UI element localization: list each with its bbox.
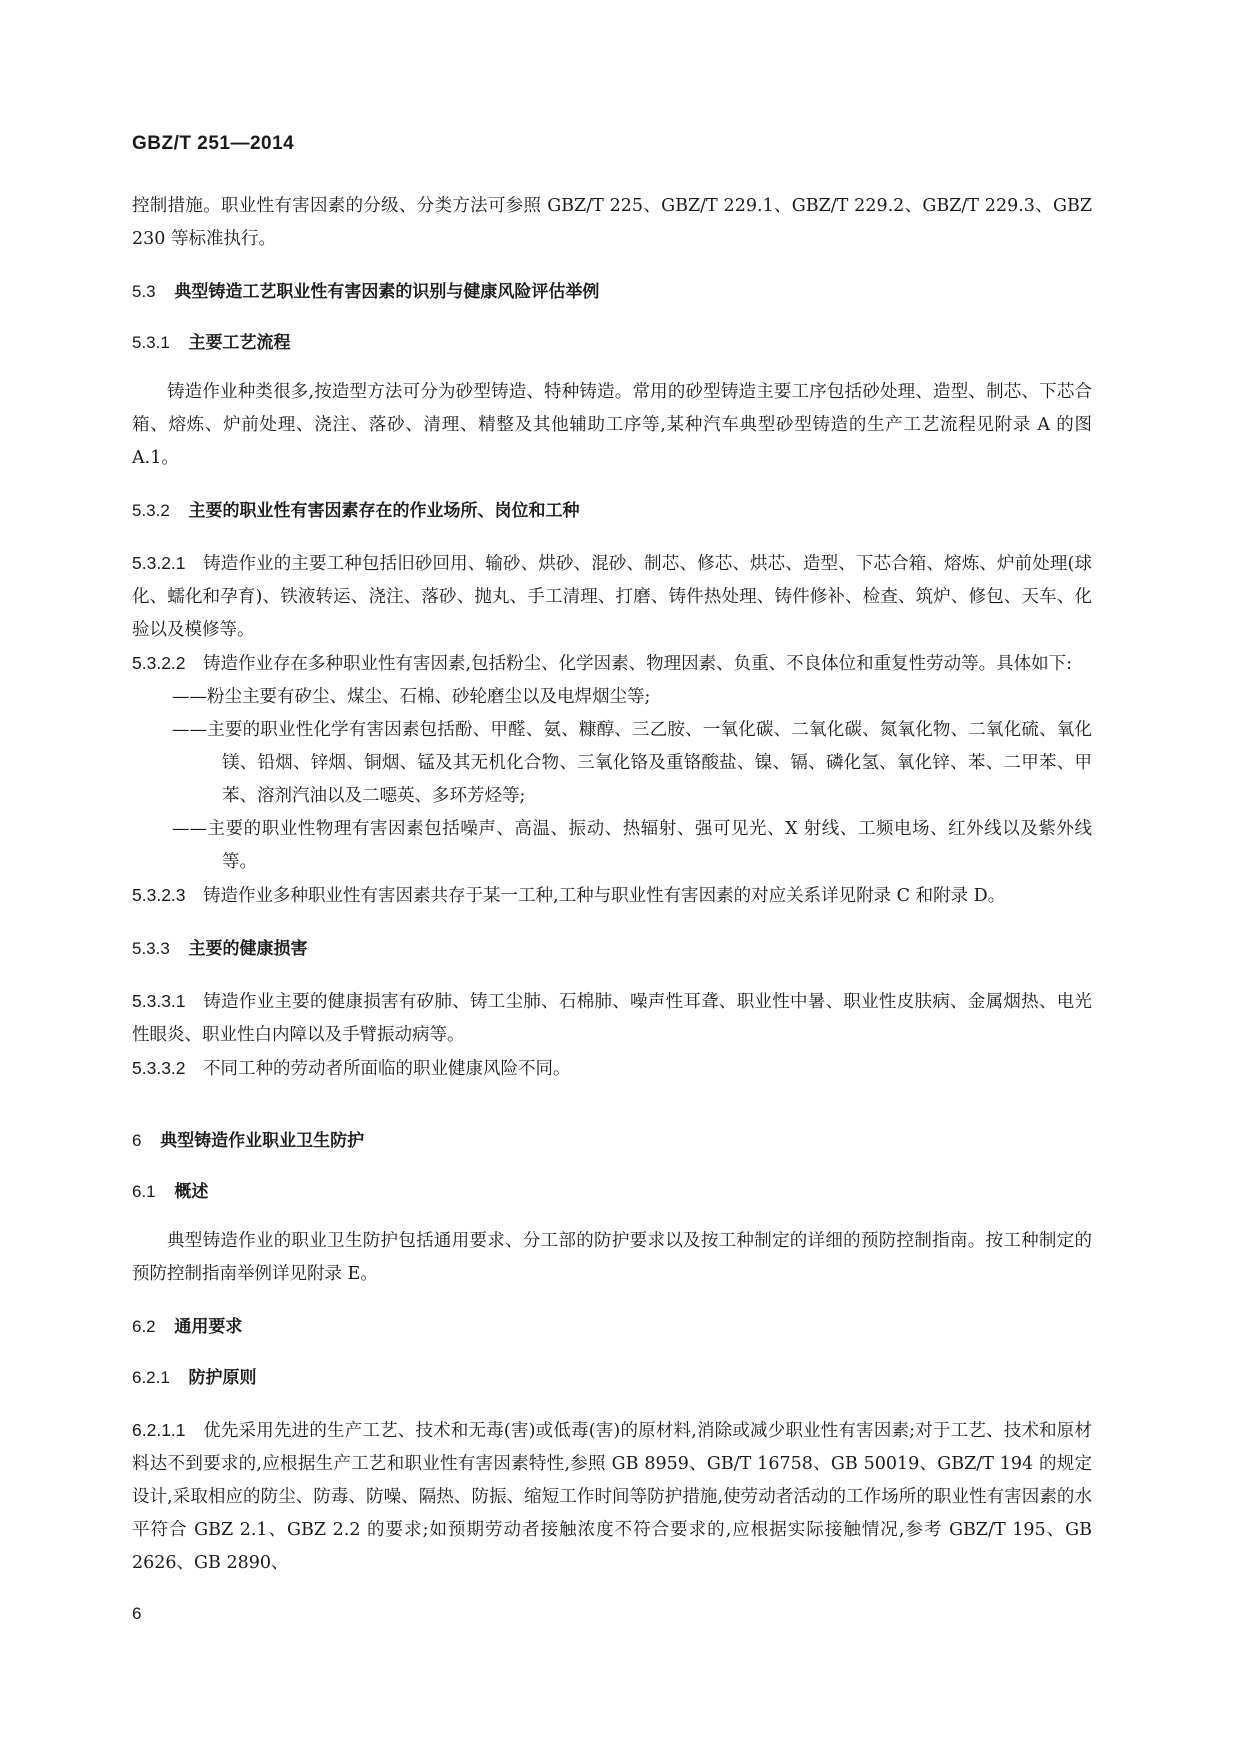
heading-title: 防护原则	[188, 1368, 257, 1388]
heading-5-3-1	[132, 328, 1092, 358]
paragraph-continuation: 控制措施。职业性有害因素的分级、分类方法可参照 GBZ/T 225、GBZ/T 229.1、GBZ/T 229.2、GBZ/T 229.3、GBZ 230 等标准执行。	[132, 196, 1092, 249]
heading-title: 通用要求	[174, 1317, 243, 1337]
dash-item-physical: ——主要的职业性物理有害因素包括噪声、高温、振动、热辐射、强可见光、X 射线、工频电场、红外线以及紫外线等。	[172, 819, 1092, 872]
clause-5-3-2-3	[132, 879, 1092, 913]
clause-text: 铸造作业多种职业性有害因素共存于某一工种,工种与职业性有害因素的对应关系详见附录 C 和附录 D。	[203, 886, 1006, 906]
heading-5-3	[132, 277, 1092, 307]
clause-number: 5.3.3.1	[132, 991, 186, 1011]
clause-text: 优先采用先进的生产工艺、技术和无毒(害)或低毒(害)的原材料,消除或减少职业性有害因素;对于工艺、技术和原材料达不到要求的,应根据生产工艺和职业性有害因素特性,参照 GB 8959、GB/T 16758、GB 50019、GBZ/T 194 的规定设计,采取相应的防尘、防毒、防噪、隔热、防振、缩短工作时间等防护措施,使劳动者活动的工作场所的职业性有害因素的水平符合 GBZ 2.1、GBZ 2.2 的要求;如预期劳动者接触浓度不符合要求的,应根据实际接触情况,参考 GBZ/T 195、GB 2626、GB 2890、	[132, 1421, 1092, 1573]
paragraph-6-1: 典型铸造作业的职业卫生防护包括通用要求、分工部的防护要求以及按工种制定的详细的预防控制指南。按工种制定的预防控制指南举例详见附录 E。	[132, 1231, 1092, 1284]
heading-6	[132, 1126, 1092, 1156]
clause-text: 铸造作业存在多种职业性有害因素,包括粉尘、化学因素、物理因素、负重、不良体位和重复性劳动等。具体如下:	[203, 654, 1072, 674]
heading-title: 概述	[174, 1182, 209, 1202]
clause-number: 6.2.1.1	[132, 1420, 186, 1440]
heading-number: 5.3.3	[132, 939, 170, 958]
clause-6-2-1-1	[132, 1414, 1092, 1580]
heading-title: 典型铸造工艺职业性有害因素的识别与健康风险评估举例	[174, 282, 600, 302]
page-number: 6	[132, 1604, 142, 1623]
heading-number: 6.2	[132, 1317, 156, 1336]
heading-6-2-1	[132, 1363, 1092, 1393]
heading-6-1	[132, 1177, 1092, 1207]
standard-code: GBZ/T 251—2014	[132, 133, 295, 154]
heading-number: 5.3.2	[132, 501, 170, 520]
heading-title: 主要的健康损害	[188, 939, 308, 959]
clause-text: 铸造作业主要的健康损害有矽肺、铸工尘肺、石棉肺、噪声性耳聋、职业性中暑、职业性皮肤病、金属烟热、电光性眼炎、职业性白内障以及手臂振动病等。	[132, 992, 1092, 1045]
heading-title: 主要工艺流程	[188, 333, 291, 353]
dash-item-chemical: ——主要的职业性化学有害因素包括酚、甲醛、氨、糠醇、三乙胺、一氧化碳、二氧化碳、氮氧化物、二氧化硫、氧化镁、铅烟、锌烟、铜烟、锰及其无机化合物、三氧化铬及重铬酸盐、镍、镉、磷化氢、氧化锌、苯、二甲苯、甲苯、溶剂汽油以及二噁英、多环芳烃等;	[172, 720, 1092, 806]
heading-5-3-3	[132, 934, 1092, 964]
heading-number: 5.3	[132, 282, 156, 301]
heading-title: 主要的职业性有害因素存在的作业场所、岗位和工种	[188, 501, 580, 521]
clause-number: 5.3.2.1	[132, 553, 186, 573]
heading-number: 6	[132, 1131, 142, 1150]
clause-number: 5.3.2.3	[132, 885, 186, 905]
paragraph-5-3-1: 铸造作业种类很多,按造型方法可分为砂型铸造、特种铸造。常用的砂型铸造主要工序包括砂处理、造型、制芯、下芯合箱、熔炼、炉前处理、浇注、落砂、清理、精整及其他辅助工序等,某种汽车典型砂型铸造的生产工艺流程见附录 A 的图 A.1。	[132, 382, 1092, 468]
heading-6-2	[132, 1312, 1092, 1342]
clause-text: 不同工种的劳动者所面临的职业健康风险不同。	[203, 1059, 571, 1079]
heading-5-3-2	[132, 496, 1092, 526]
clause-number: 5.3.3.2	[132, 1058, 186, 1078]
heading-title: 典型铸造作业职业卫生防护	[160, 1131, 365, 1151]
document-body	[132, 190, 1092, 1580]
clause-text: 铸造作业的主要工种包括旧砂回用、输砂、烘砂、混砂、制芯、修芯、烘芯、造型、下芯合箱、熔炼、炉前处理(球化、蠕化和孕育)、铁液转运、浇注、落砂、抛丸、手工清理、打磨、铸件热处理、铸件修补、检查、筑炉、修包、天车、化验以及模修等。	[132, 554, 1092, 640]
clause-5-3-2-1	[132, 547, 1092, 647]
clause-5-3-2-2	[132, 647, 1092, 681]
dash-item-dust: ——粉尘主要有矽尘、煤尘、石棉、砂轮磨尘以及电焊烟尘等;	[172, 687, 651, 707]
clause-5-3-3-1	[132, 985, 1092, 1052]
heading-number: 5.3.1	[132, 333, 170, 352]
clause-5-3-3-2	[132, 1052, 1092, 1086]
heading-number: 6.1	[132, 1182, 156, 1201]
clause-number: 5.3.2.2	[132, 653, 186, 673]
heading-number: 6.2.1	[132, 1368, 170, 1387]
